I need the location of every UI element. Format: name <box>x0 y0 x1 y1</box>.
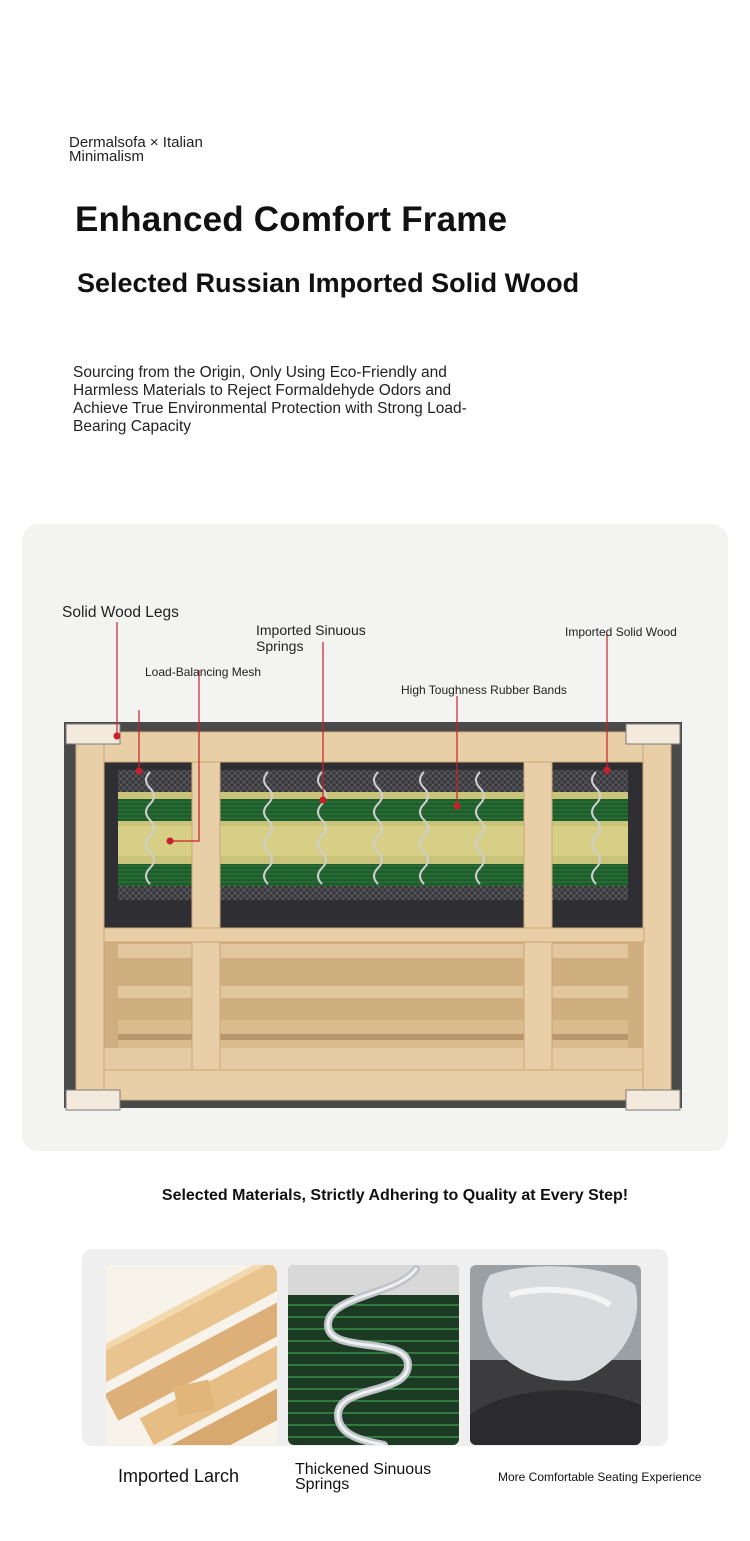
cushion-photo <box>470 1265 641 1445</box>
page-subtitle: Selected Russian Imported Solid Wood <box>77 268 580 298</box>
lower-wood-structure <box>104 928 644 1048</box>
description-text: Sourcing from the Origin, Only Using Eco-Friendly and Harmless Materials to Reject Formaldehyde Odors and Achieve True Environmental Protection with Strong Load-Bearing Capacity <box>73 364 467 435</box>
caption-seating-experience: More Comfortable Seating Experience <box>498 1470 702 1484</box>
callout-load-balancing-mesh: Load-Balancing Mesh <box>145 665 262 679</box>
sinuous-spring-photo <box>288 1265 459 1445</box>
wood-planks-photo <box>106 1265 277 1445</box>
page-title: Enhanced Comfort Frame <box>75 200 508 239</box>
caption-thickened-springs: Thickened Sinuous Springs <box>295 1461 432 1493</box>
callout-rubber-bands: High Toughness Rubber Bands <box>401 683 567 697</box>
quality-strapline: Selected Materials, Strictly Adhering to Quality at Every Step! <box>161 1187 629 1204</box>
callout-imported-solid-wood: Imported Solid Wood <box>565 625 677 639</box>
brand-tagline: Dermalsofa × Italian Minimalism <box>69 134 203 165</box>
callout-imported-sinuous-springs: Imported Sinuous Springs <box>256 622 366 654</box>
callout-solid-wood-legs: Solid Wood Legs <box>62 604 179 621</box>
caption-imported-larch: Imported Larch <box>118 1466 240 1486</box>
